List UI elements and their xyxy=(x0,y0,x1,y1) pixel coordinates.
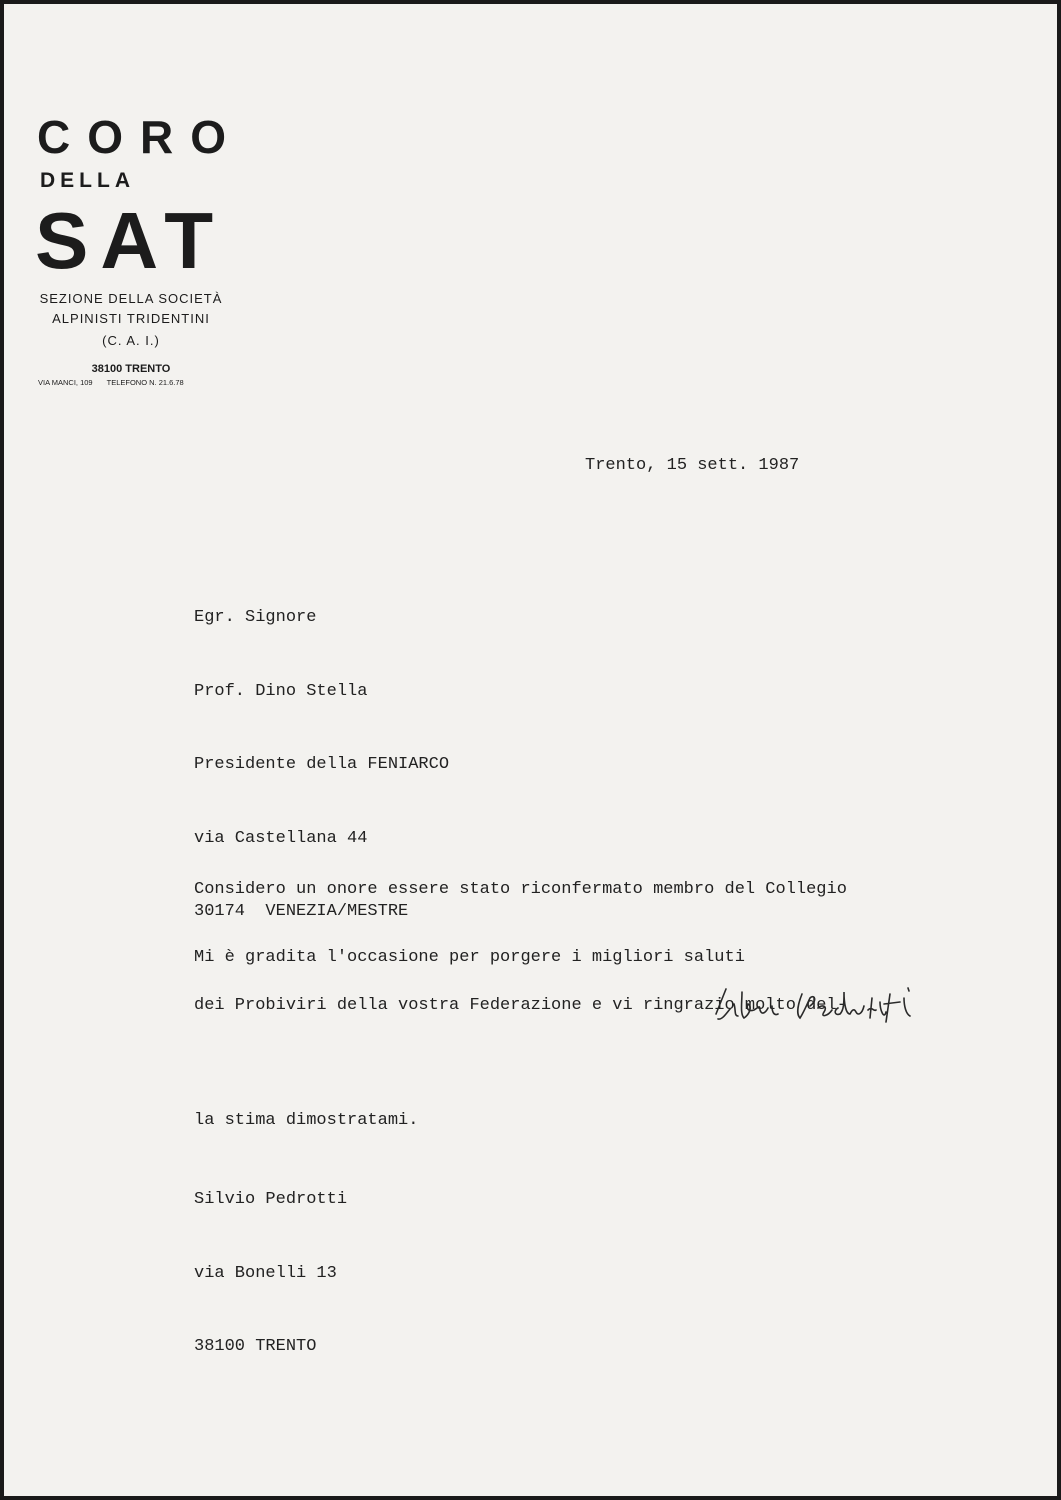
letter-date: Trento, 15 sett. 1987 xyxy=(585,456,800,475)
recipient-line: via Castellana 44 xyxy=(194,828,368,848)
letterhead-phone: TELEFONO N. 21.6.78 xyxy=(106,378,184,387)
body-line: dei Probiviri della vostra Federazione e vi ringrazio molto del- xyxy=(194,995,847,1015)
sender-block xyxy=(194,1139,347,1409)
sender-line: via Bonelli 13 xyxy=(194,1263,337,1283)
letterhead-della: DELLA xyxy=(40,169,135,192)
recipient-line: Presidente della FENIARCO xyxy=(194,755,450,774)
letter-page xyxy=(4,4,1057,1496)
letterhead-city: 38100 TRENTO xyxy=(91,363,171,375)
letter-closing: Mi è gradita l'occasione per porgere i migliori saluti xyxy=(194,948,745,967)
letterhead-address-line xyxy=(38,378,228,388)
sender-line: Silvio Pedrotti xyxy=(194,1190,348,1209)
recipient-line: Prof. Dino Stella xyxy=(194,681,368,701)
letterhead-subtitle-1: SEZIONE DELLA SOCIETÀ xyxy=(39,291,223,306)
letterhead-address: VIA MANCI, 109 xyxy=(38,378,93,387)
sender-line: 38100 TRENTO xyxy=(194,1337,317,1356)
letterhead-subtitle-2: ALPINISTI TRIDENTINI xyxy=(52,311,210,326)
body-line: la stima dimostratami. xyxy=(194,1111,419,1130)
body-line: Considero un onore essere stato riconfermato membro del Collegio xyxy=(194,880,847,899)
letterhead-coro: CORO xyxy=(37,111,243,163)
letterhead-subtitle-3: (C. A. I.) xyxy=(102,333,160,348)
recipient-line: 30174 VENEZIA/MESTRE xyxy=(194,902,409,921)
recipient-line: Egr. Signore xyxy=(194,608,317,627)
handwritten-signature xyxy=(704,964,934,1044)
letterhead-sat: SAT xyxy=(35,196,226,285)
